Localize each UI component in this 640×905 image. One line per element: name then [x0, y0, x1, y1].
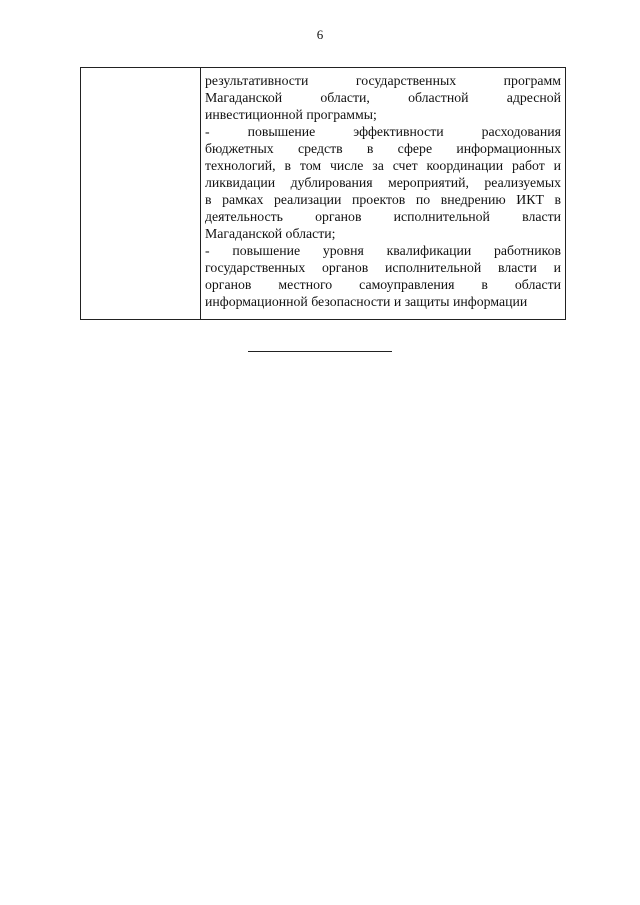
text-line: инвестиционной программы;: [205, 107, 377, 122]
page-number: 6: [316, 27, 324, 42]
text-line: технологий, в том числе за счет координации работ и: [205, 158, 561, 173]
table-left-cell: [81, 68, 201, 319]
text-line: в рамках реализации проектов по внедрению ИКТ в: [205, 192, 561, 207]
text-line: деятельность органов исполнительной власти: [205, 209, 561, 224]
text-line: Магаданской области, областной адресной: [205, 90, 561, 105]
text-line: результативности государственных программ: [205, 73, 561, 88]
content-table: [80, 67, 566, 320]
text-line: - повышение уровня квалификации работников: [205, 243, 561, 258]
text-line: ликвидации дублирования мероприятий, реализуемых: [205, 175, 561, 190]
text-line: Магаданской области;: [205, 226, 336, 241]
text-line: - повышение эффективности расходования: [205, 124, 561, 139]
text-line: государственных органов исполнительной власти и: [205, 260, 561, 275]
table-right-cell: [201, 68, 565, 319]
text-line: информационной безопасности и защиты информации: [205, 294, 528, 309]
text-line: бюджетных средств в сфере информационных: [205, 141, 561, 156]
text-line: органов местного самоуправления в области: [205, 277, 561, 292]
end-rule-line: [248, 351, 392, 352]
